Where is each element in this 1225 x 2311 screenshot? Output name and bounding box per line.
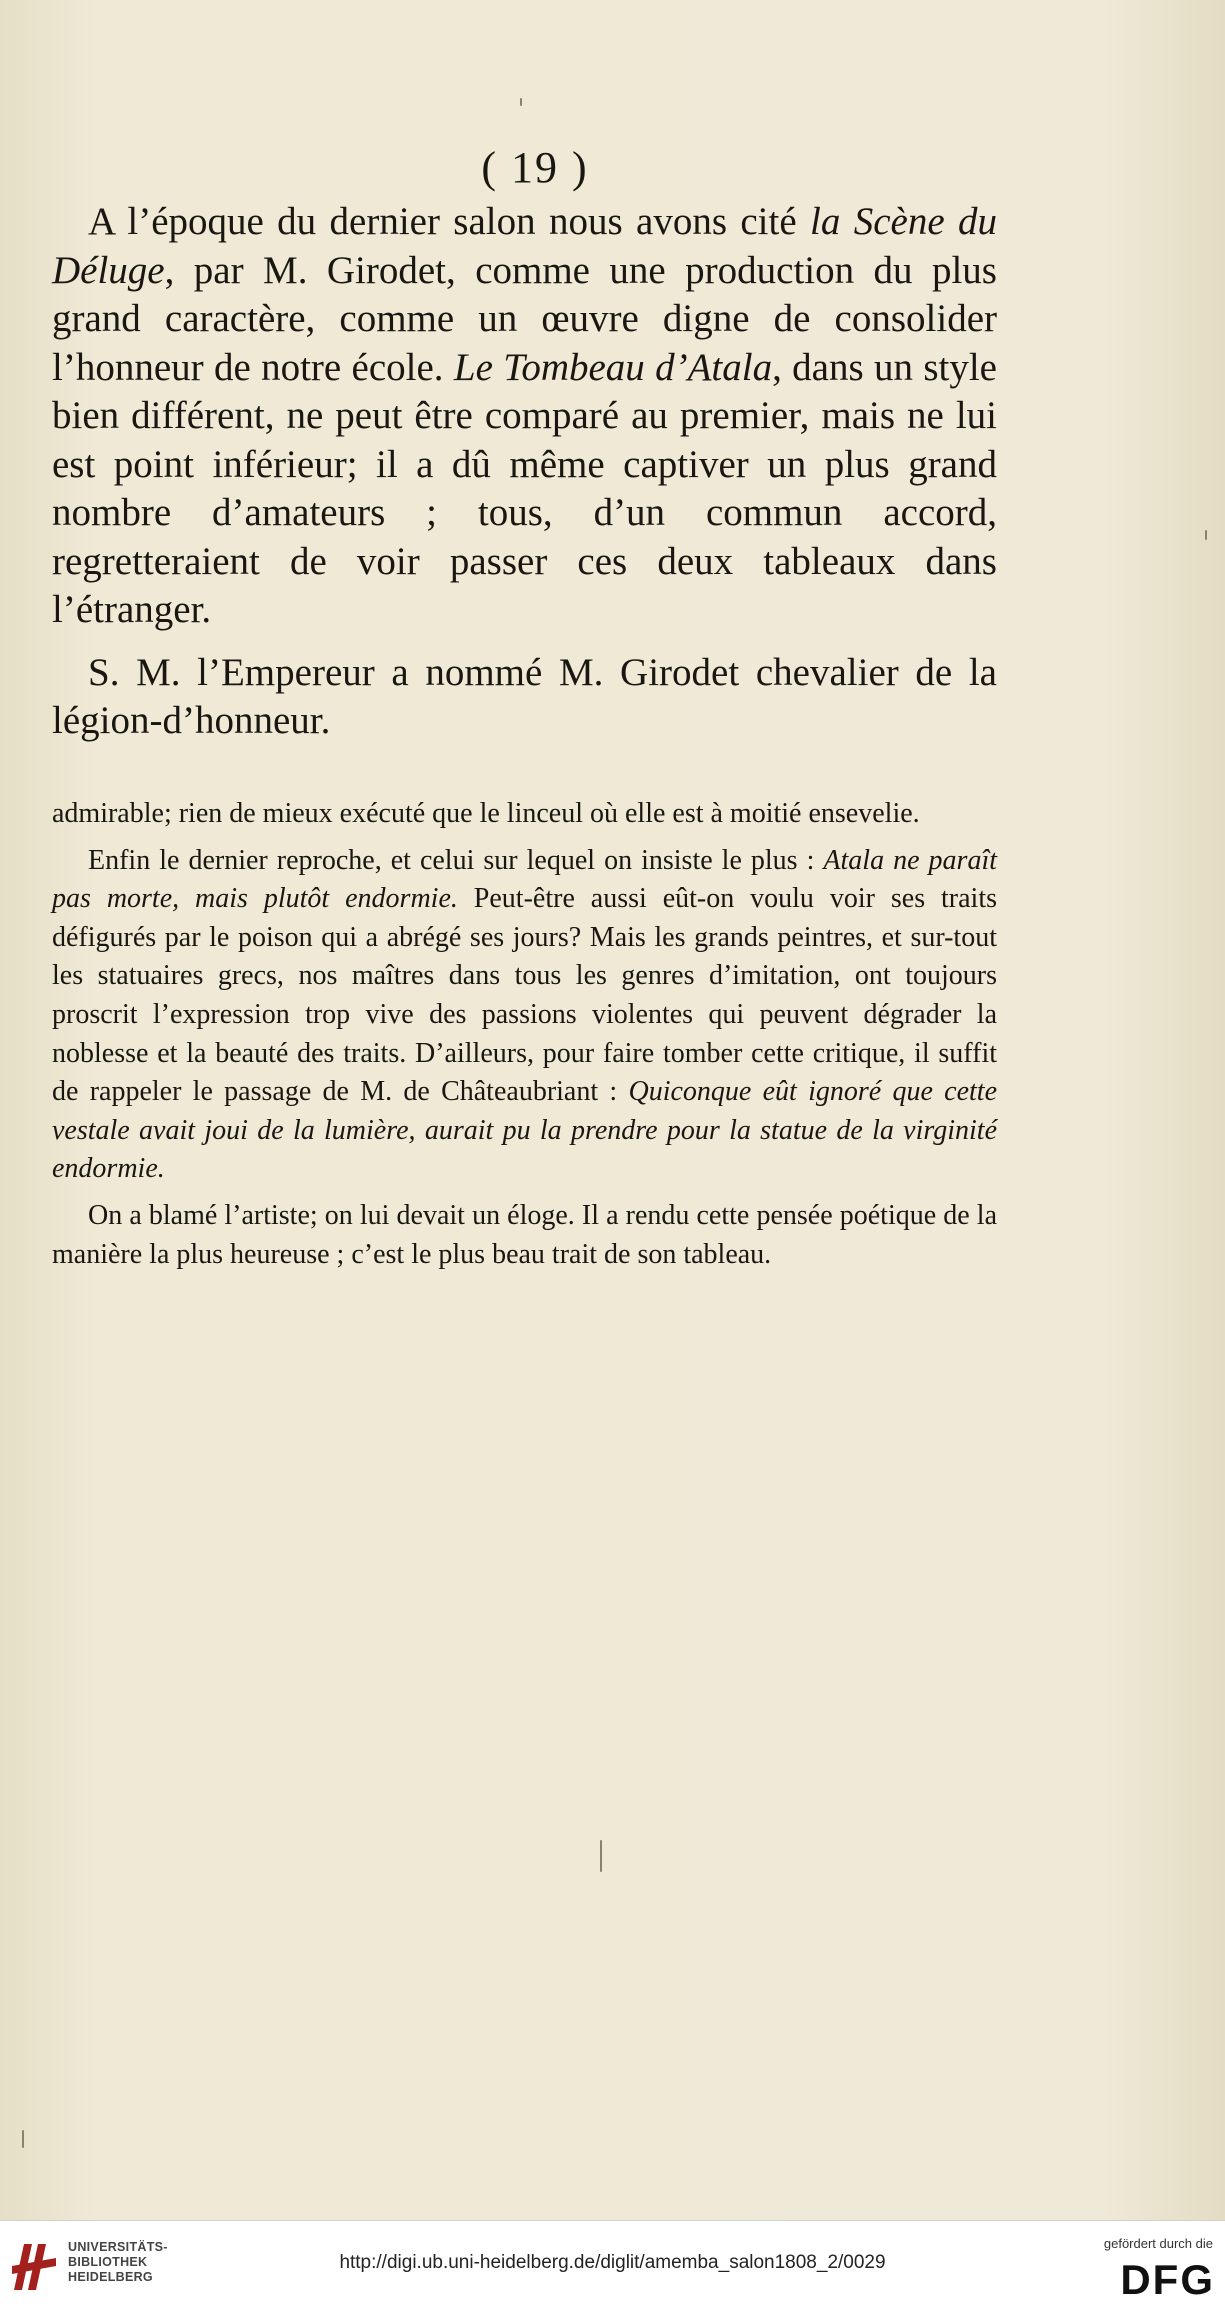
upper-text-block bbox=[52, 198, 997, 746]
paragraph: S. M. l’Empereur a nommé M. Girodet chevalier de la légion-d’honneur. bbox=[52, 650, 997, 742]
library-name-line: UNIVERSITÄTS- bbox=[68, 2240, 168, 2254]
paragraph: Enfin le dernier reproche, et celui sur lequel on insiste le plus : Atala ne paraît pas morte, mais plutôt endormie. Peut-être aussi eût-on voulu voir ses traits défigurés par le poison qui a abrégé ses jours? Mais les grands peintres, et sur-tout les statuaires grecs, nos maîtres dans tous les genres d’imitation, ont toujours proscrit l’expression trop vive des passions violentes qui peuvent dégrader la noblesse et la beauté des traits. D’ailleurs, pour faire tomber cette critique, il suffit de rappeler le passage de M. de Châteaubriant : Quiconque eût ignoré que cette vestale avait joui de la lumière, aurait pu la prendre pour la statue de la virginité endormie. bbox=[52, 844, 997, 1185]
page-number: ( 19 ) bbox=[481, 143, 589, 192]
paper-speck bbox=[22, 2130, 24, 2148]
paragraph: A l’époque du dernier salon nous avons cité la Scène du Déluge, par M. Girodet, comme une production du plus grand caractère, comme un œuvre digne de consolider l’honneur de notre école. Le Tombeau d’Atala, dans un style bien différent, ne peut être comparé au premier, mais ne lui est point inférieur; il a dû même captiver un plus grand nombre d’amateurs ; tous, d’un commun accord, regretteraient de voir passer ces deux tableaux dans l’étranger. bbox=[52, 200, 997, 631]
library-name-line: HEIDELBERG bbox=[68, 2270, 153, 2284]
paragraph: admirable; rien de mieux exécuté que le linceul où elle est à moitié ensevelie. bbox=[52, 798, 920, 829]
paper-speck bbox=[1205, 530, 1207, 540]
lower-text-block bbox=[52, 795, 997, 1274]
library-name-line: BIBLIOTHEK bbox=[68, 2255, 148, 2269]
paper-speck bbox=[600, 1840, 602, 1872]
permalink-url[interactable]: http://digi.ub.uni-heidelberg.de/diglit/amemba_salon1808_2/0029 bbox=[339, 2252, 886, 2273]
paragraph: On a blamé l’artiste; on lui devait un éloge. Il a rendu cette pensée poétique de la manière la plus heureuse ; c’est le plus beau trait de son tableau. bbox=[52, 1199, 997, 1270]
dfg-logo: DFG bbox=[1120, 2256, 1215, 2303]
funded-by-label: gefördert durch die bbox=[1103, 2236, 1213, 2251]
paper-speck bbox=[520, 98, 522, 106]
